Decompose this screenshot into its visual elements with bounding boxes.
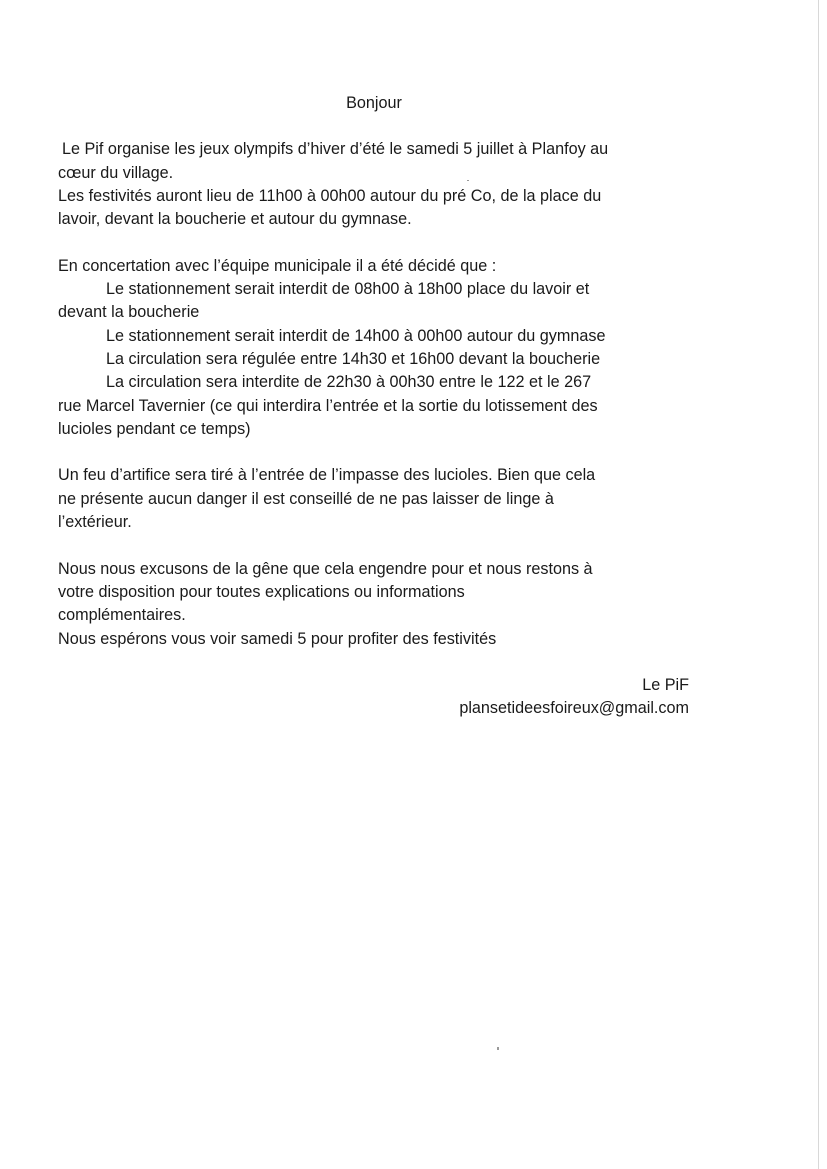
measure-item-continuation: rue Marcel Tavernier (ce qui interdira l’entrée et la sortie du lotissement des (58, 396, 598, 415)
scan-speck (497, 1047, 499, 1050)
fireworks-line: Un feu d’artifice sera tiré à l’entrée de l’impasse des lucioles. Bien que cela (58, 466, 596, 485)
closing-line: votre disposition pour toutes explications ou informations (58, 582, 465, 601)
intro-line: cœur du village. (58, 163, 174, 182)
intro-line: lavoir, devant la boucherie et autour du gymnase. (58, 210, 412, 229)
closing-paragraph (58, 558, 708, 651)
measures-heading: En concertation avec l’équipe municipale il a été décidé que : (58, 256, 497, 275)
signature-email: plansetideesfoireux@gmail.com (459, 699, 689, 718)
greeting: Bonjour (346, 94, 402, 112)
fireworks-line: l’extérieur. (58, 513, 132, 532)
measure-item: La circulation sera régulée entre 14h30 et 16h00 devant la boucherie (106, 349, 601, 368)
intro-paragraph (58, 138, 708, 231)
intro-line: Les festivités auront lieu de 11h00 à 00h00 autour du pré Co, de la place du (58, 186, 602, 205)
measure-item-continuation: lucioles pendant ce temps) (58, 419, 251, 438)
fireworks-paragraph (58, 464, 708, 534)
measure-item: Le stationnement serait interdit de 08h00 à 18h00 place du lavoir et (106, 280, 590, 299)
measure-item-continuation: devant la boucherie (58, 303, 200, 322)
scan-edge-line (818, 0, 819, 1169)
signature-name: Le PiF (642, 676, 689, 695)
signature-block (58, 674, 708, 721)
closing-line: Nous nous excusons de la gêne que cela engendre pour et nous restons à (58, 559, 593, 578)
closing-line: complémentaires. (58, 606, 186, 625)
intro-line: Le Pif organise les jeux olympifs d’hiver d’été le samedi 5 juillet à Planfoy au (62, 140, 609, 159)
fireworks-line: ne présente aucun danger il est conseillé de ne pas laisser de linge à (58, 489, 554, 508)
measure-item: La circulation sera interdite de 22h30 à 00h30 entre le 122 et le 267 (106, 373, 592, 392)
measures-paragraph (58, 255, 708, 441)
closing-line: Nous espérons vous voir samedi 5 pour profiter des festivités (58, 629, 497, 648)
measure-item: Le stationnement serait interdit de 14h00 à 00h00 autour du gymnase (106, 326, 606, 345)
letter-body (58, 92, 708, 721)
